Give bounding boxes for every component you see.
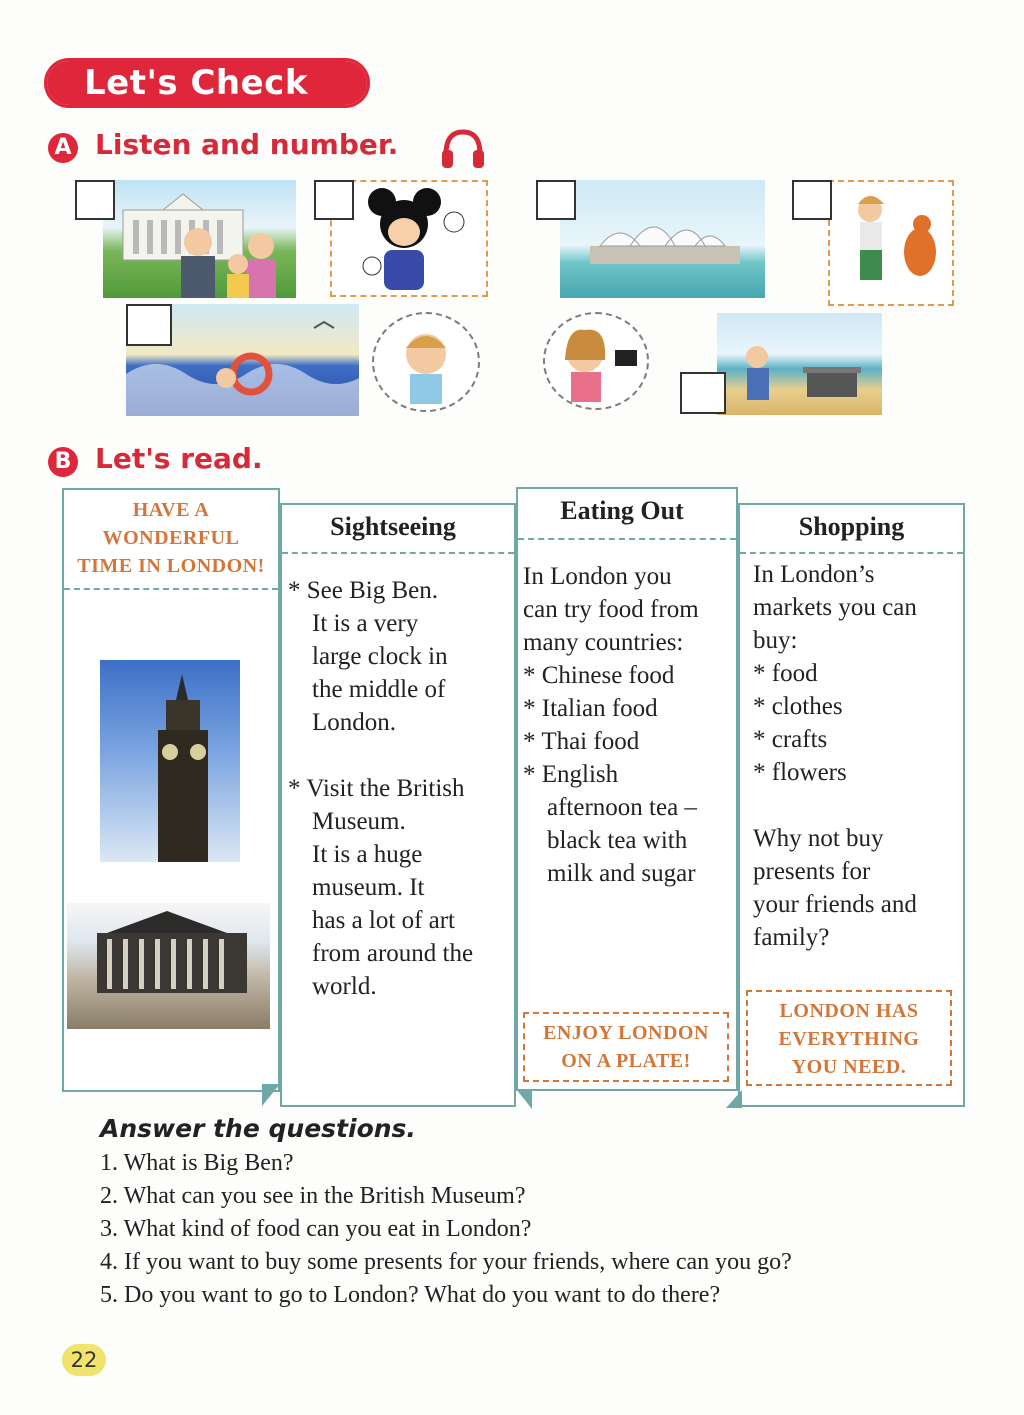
section-b-title: Let's read. [95, 442, 263, 475]
divider [740, 552, 963, 554]
number-box-6[interactable] [680, 372, 726, 414]
lets-check-banner [44, 58, 370, 108]
divider [282, 552, 514, 554]
opera-house-picture [560, 180, 765, 298]
question-3: 3. What kind of food can you eat in London? [100, 1216, 532, 1242]
number-box-4[interactable] [792, 180, 832, 220]
shopping-text: In London’s markets you can buy: * food * clothes * crafts * flowers Why not buy presents for your friends and family? [753, 561, 917, 951]
boy-portrait [372, 312, 480, 412]
question-1: 1. What is Big Ben? [100, 1150, 294, 1176]
eating-out-slogan: ENJOY LONDON ON A PLATE! [523, 1012, 729, 1082]
bullet: * [288, 577, 301, 604]
number-box-2[interactable] [314, 180, 354, 220]
girl-portrait [543, 312, 649, 410]
sightseeing-heading: Sightseeing [330, 512, 456, 541]
shopping-heading: Shopping [798, 512, 905, 541]
number-box-5[interactable] [126, 304, 172, 346]
question-4: 4. If you want to buy some presents for your friends, where can you go? [100, 1249, 792, 1275]
page-number: 22 [62, 1344, 106, 1376]
shopping-slogan: LONDON HAS EVERYTHING YOU NEED. [746, 990, 952, 1086]
british-museum-photo [67, 903, 270, 1029]
question-2: 2. What can you see in the British Museum? [100, 1183, 526, 1209]
questions-title: Answer the questions. [100, 1114, 416, 1143]
section-a-badge: A [48, 133, 78, 163]
section-b-badge: B [48, 447, 78, 477]
number-box-1[interactable] [75, 180, 115, 220]
headphones-icon [440, 128, 486, 170]
bullet: * [288, 775, 301, 802]
kangaroo-picture [828, 180, 954, 306]
white-house-picture [103, 180, 296, 298]
big-ben-photo [100, 660, 240, 862]
ribbon-fold-1 [262, 1084, 282, 1110]
divider [518, 538, 736, 540]
divider [64, 588, 278, 590]
question-5: 5. Do you want to go to London? What do you want to do there? [100, 1282, 721, 1308]
section-a-title: Listen and number. [95, 128, 399, 161]
page-title: Let's Check [84, 63, 308, 103]
london-slogan: HAVE A WONDERFUL TIME IN LONDON! [77, 499, 265, 577]
ribbon-fold-2 [514, 1089, 534, 1113]
eating-out-text: In London you can try food from many countries: * Chinese food * Italian food * Thai food * English afternoon tea – black tea with milk and sugar [523, 563, 699, 887]
number-box-3[interactable] [536, 180, 576, 220]
sightseeing-text: * See Big Ben. It is a very large clock in the middle of London. * Visit the British Museum. It is a huge museum. It has a lot of art from around the world. [288, 577, 474, 1000]
eating-out-heading: Eating Out [560, 496, 684, 525]
bbq-picture [717, 313, 882, 415]
ribbon-fold-3 [724, 1090, 744, 1114]
